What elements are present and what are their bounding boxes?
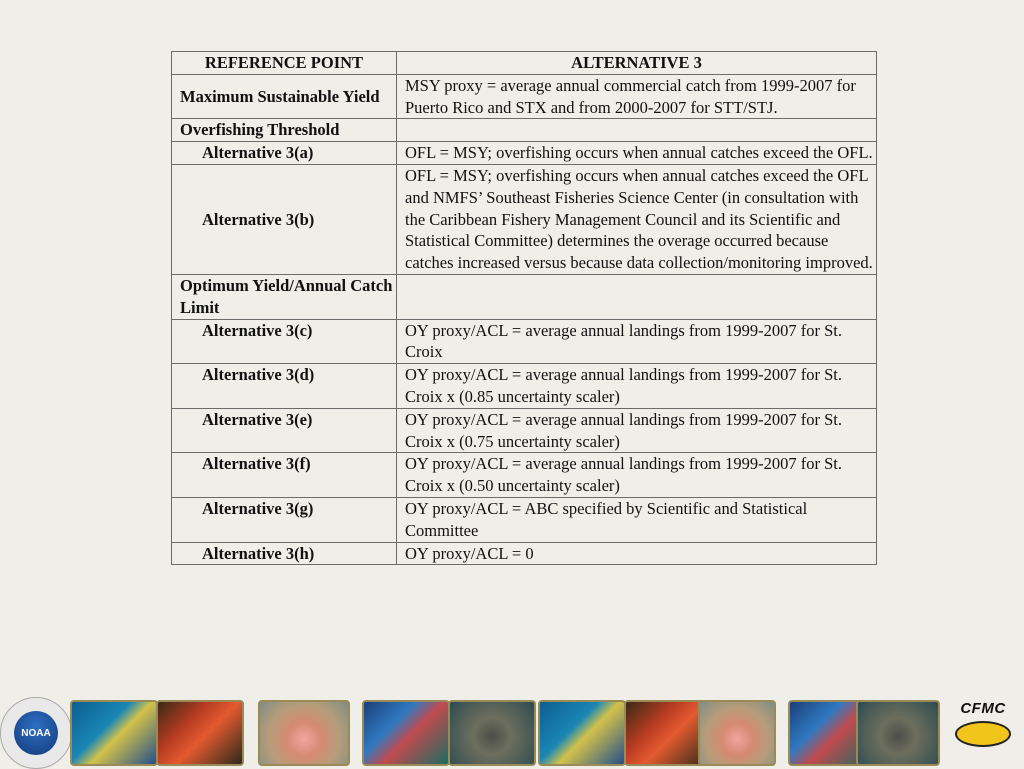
cfmc-logo xyxy=(944,700,1022,766)
table-row xyxy=(172,319,877,364)
table-row xyxy=(172,542,877,565)
table-row xyxy=(172,364,877,409)
table-header-row xyxy=(172,52,877,75)
row-value: OFL = MSY; overfishing occurs when annual catches exceed the OFL and NMFS’ Southeast Fisheries Science Center (in consultation with the Caribbean Fishery Management Council and its Scientific and Statistical Committee) determines the overage occurred because catches increased versus because data collection/monitoring improved. xyxy=(397,164,877,274)
row-value: OY proxy/ACL = 0 xyxy=(397,542,877,565)
table-row xyxy=(172,408,877,453)
row-label: Optimum Yield/Annual Catch Limit xyxy=(172,274,397,319)
row-label: Alternative 3(h) xyxy=(172,542,397,565)
reference-point-table xyxy=(171,51,877,565)
row-value: MSY proxy = average annual commercial catch from 1999-2007 for Puerto Rico and STX and from 2000-2007 for STT/STJ. xyxy=(397,74,877,119)
row-value: OY proxy/ACL = average annual landings from 1999-2007 for St. Croix x (0.85 uncertainty scaler) xyxy=(397,364,877,409)
row-value xyxy=(397,274,877,319)
column-header-alternative-3: ALTERNATIVE 3 xyxy=(397,52,877,75)
angelfish-photo xyxy=(538,700,626,766)
table-row xyxy=(172,453,877,498)
noaa-logo xyxy=(0,697,72,769)
row-label: Alternative 3(a) xyxy=(172,142,397,165)
table-row xyxy=(172,142,877,165)
row-label: Alternative 3(e) xyxy=(172,408,397,453)
table-row xyxy=(172,497,877,542)
row-label: Alternative 3(f) xyxy=(172,453,397,498)
row-label: Alternative 3(c) xyxy=(172,319,397,364)
table-row xyxy=(172,164,877,274)
row-value xyxy=(397,119,877,142)
row-label: Alternative 3(g) xyxy=(172,497,397,542)
conch-photo xyxy=(258,700,350,766)
angelfish-photo xyxy=(70,700,158,766)
table-row xyxy=(172,274,877,319)
squirrelfish-photo xyxy=(156,700,244,766)
row-label: Maximum Sustainable Yield xyxy=(172,74,397,119)
row-value: OY proxy/ACL = average annual landings from 1999-2007 for St. Croix x (0.50 uncertainty scaler) xyxy=(397,453,877,498)
grouper-photo xyxy=(856,700,940,766)
row-label: Alternative 3(d) xyxy=(172,364,397,409)
conch-photo xyxy=(698,700,776,766)
row-value: OFL = MSY; overfishing occurs when annual catches exceed the OFL. xyxy=(397,142,877,165)
row-value: OY proxy/ACL = ABC specified by Scientific and Statistical Committee xyxy=(397,497,877,542)
grouper-photo xyxy=(448,700,536,766)
column-header-reference-point: REFERENCE POINT xyxy=(172,52,397,75)
row-value: OY proxy/ACL = average annual landings from 1999-2007 for St. Croix x (0.75 uncertainty scaler) xyxy=(397,408,877,453)
row-value: OY proxy/ACL = average annual landings from 1999-2007 for St. Croix xyxy=(397,319,877,364)
table-row xyxy=(172,119,877,142)
noaa-logo-text: NOAA xyxy=(14,711,58,755)
reef-fish-photo xyxy=(362,700,450,766)
row-label: Overfishing Threshold xyxy=(172,119,397,142)
cfmc-logo-text: CFMC xyxy=(960,700,1006,717)
row-label: Alternative 3(b) xyxy=(172,164,397,274)
table-row xyxy=(172,74,877,119)
fish-icon xyxy=(955,721,1011,747)
